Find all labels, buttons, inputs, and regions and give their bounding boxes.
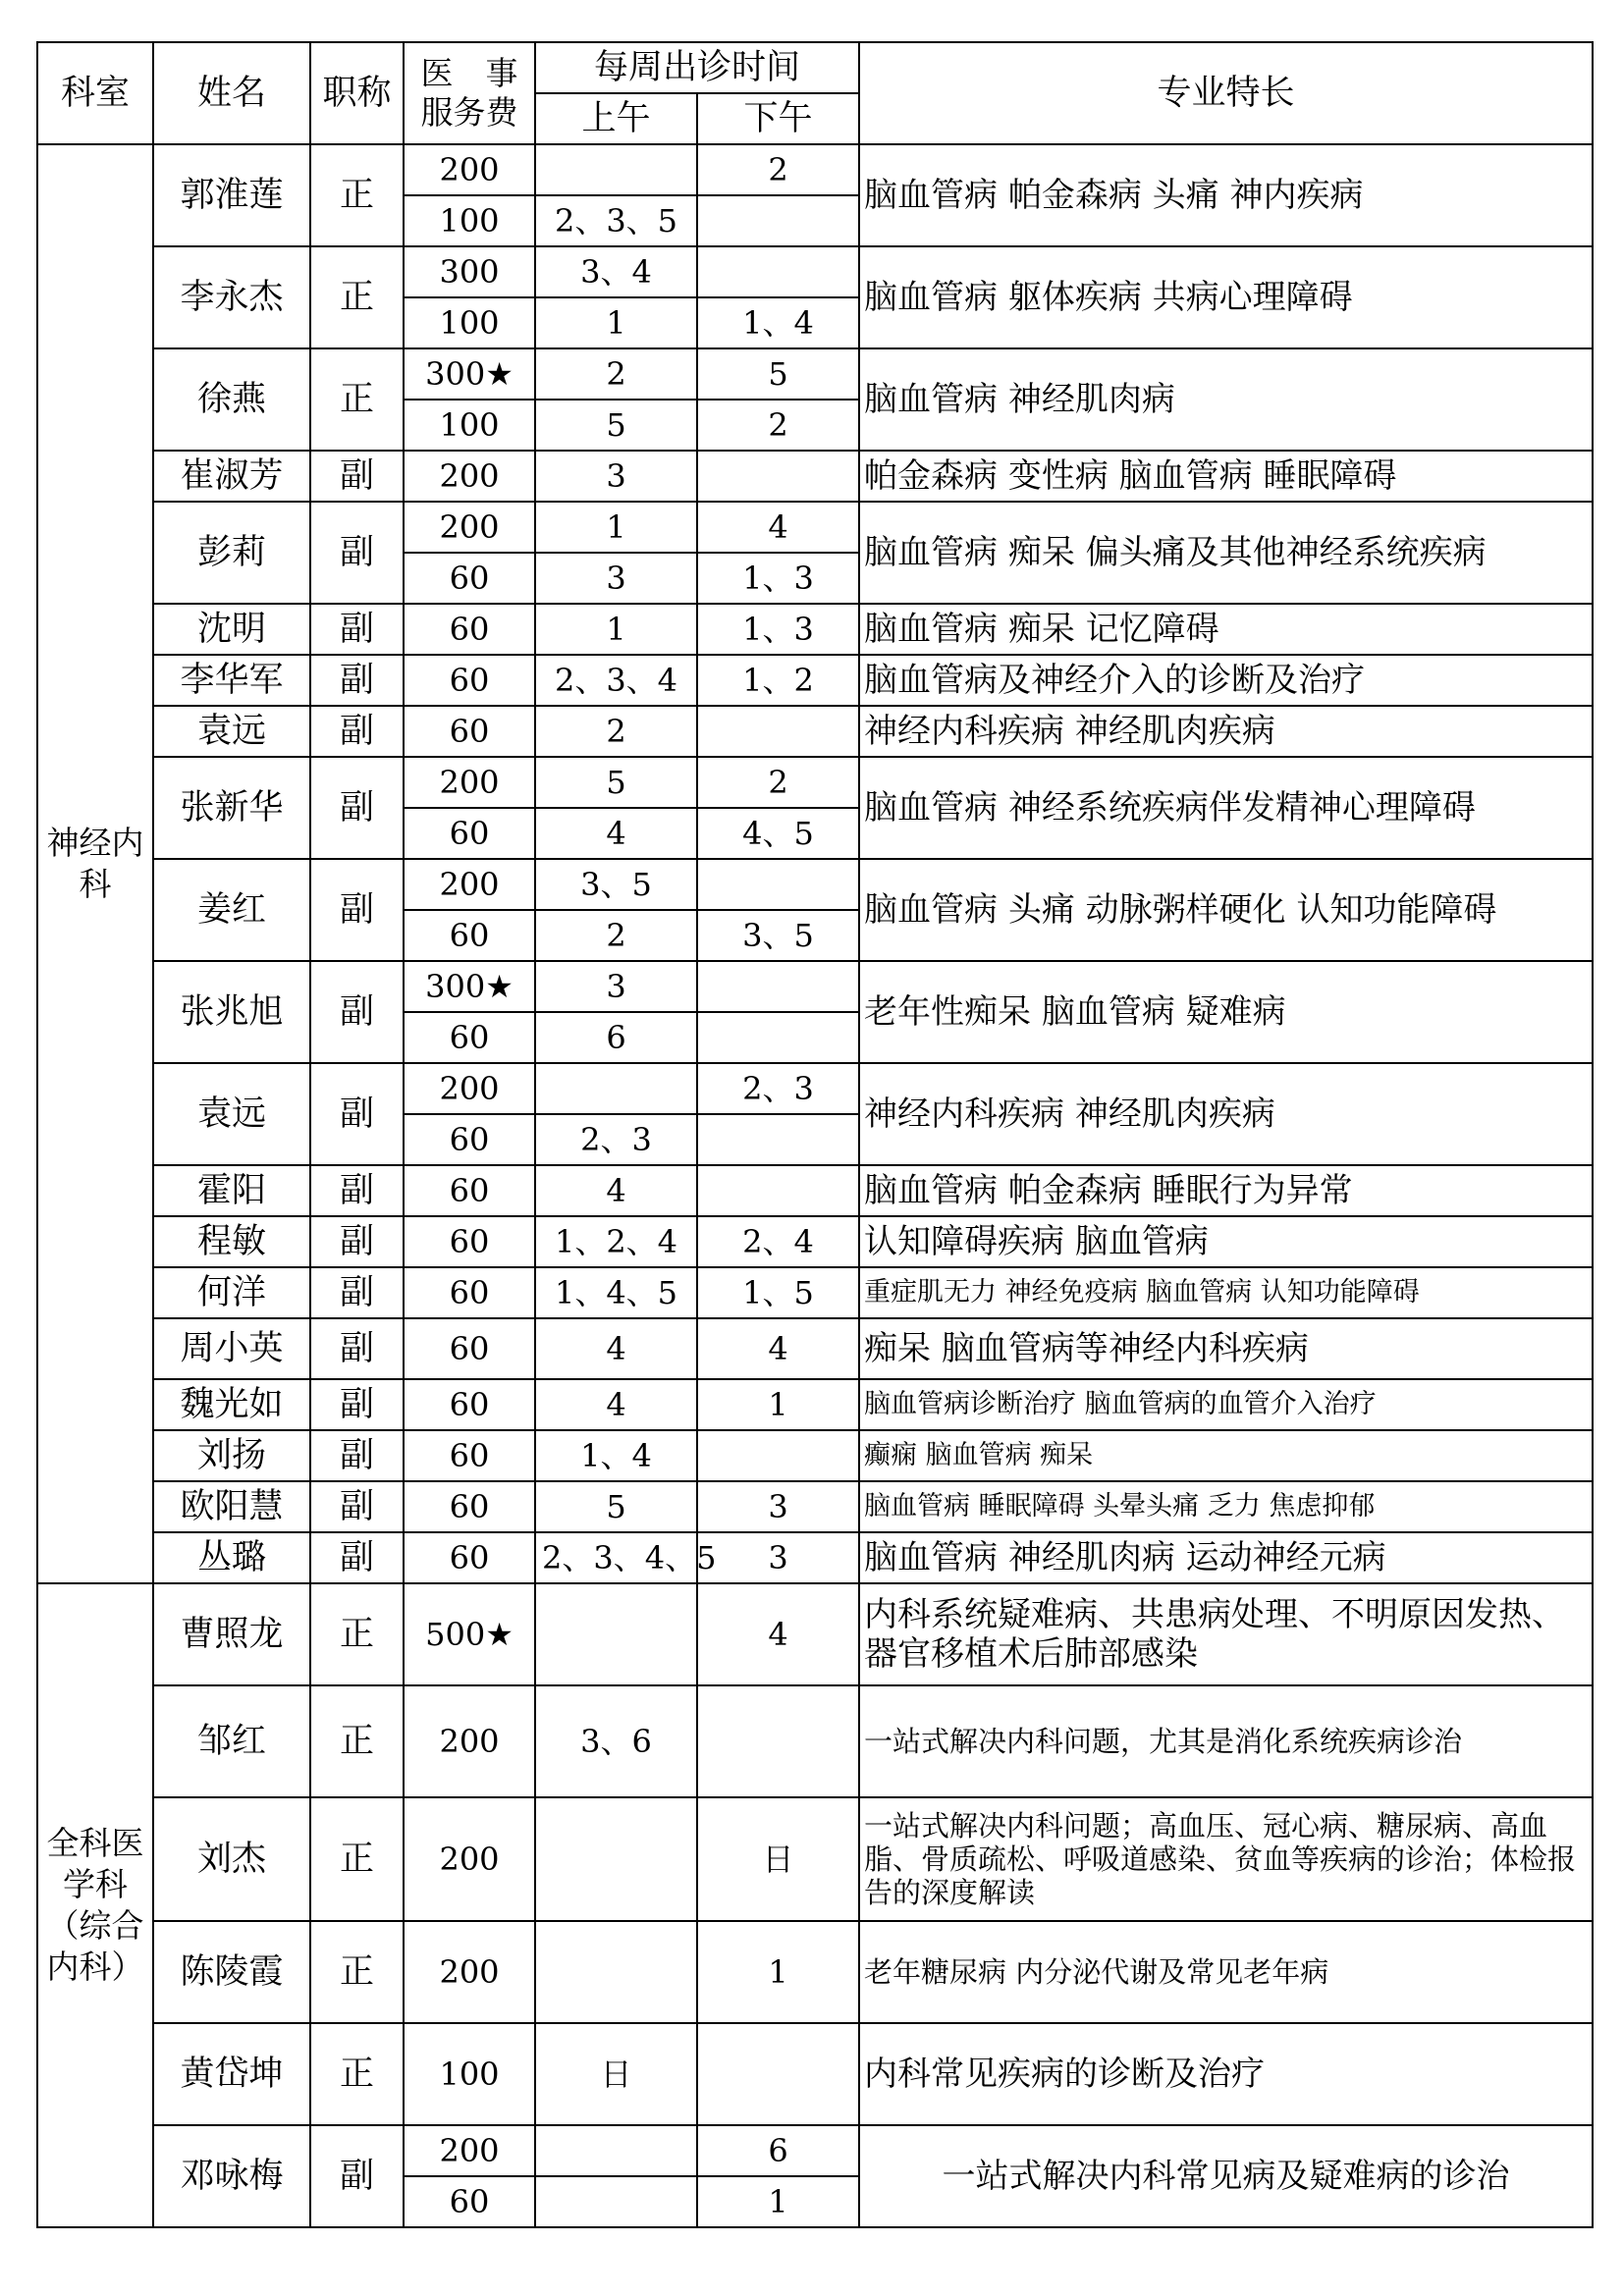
pm-schedule-cell <box>697 1114 859 1165</box>
fee-cell: 60 <box>404 1318 535 1379</box>
am-schedule-cell: 1 <box>535 297 697 348</box>
doctor-name: 郭淮莲 <box>153 144 310 246</box>
am-schedule-cell: 3 <box>535 961 697 1012</box>
fee-cell: 200 <box>404 757 535 808</box>
doctor-title: 副 <box>310 1532 404 1583</box>
doctor-name: 黄岱坤 <box>153 2023 310 2125</box>
fee-cell: 60 <box>404 910 535 961</box>
specialty-cell: 痴呆 脑血管病等神经内科疾病 <box>859 1318 1593 1379</box>
am-schedule-cell: 2 <box>535 348 697 400</box>
am-schedule-cell: 4 <box>535 1379 697 1430</box>
fee-cell: 60 <box>404 655 535 706</box>
pm-schedule-cell: 1、2 <box>697 655 859 706</box>
pm-schedule-cell: 4 <box>697 1583 859 1685</box>
table-row <box>37 1685 1593 1797</box>
pm-schedule-cell <box>697 2023 859 2125</box>
fee-cell: 60 <box>404 1216 535 1267</box>
fee-cell: 500★ <box>404 1583 535 1685</box>
specialty-cell: 脑血管病 痴呆 偏头痛及其他神经系统疾病 <box>859 502 1593 604</box>
doctor-name: 霍阳 <box>153 1165 310 1216</box>
pm-schedule-cell: 4 <box>697 1318 859 1379</box>
fee-cell: 200 <box>404 451 535 502</box>
header-specialty: 专业特长 <box>859 42 1593 144</box>
am-schedule-cell: 3、5 <box>535 859 697 910</box>
specialty-cell: 神经内科疾病 神经肌肉疾病 <box>859 706 1593 757</box>
doctor-title: 副 <box>310 1481 404 1532</box>
specialty-cell: 脑血管病 神经系统疾病伴发精神心理障碍 <box>859 757 1593 859</box>
specialty-cell: 脑血管病 躯体疾病 共病心理障碍 <box>859 246 1593 348</box>
doctor-title: 副 <box>310 1379 404 1430</box>
doctor-title: 副 <box>310 1267 404 1318</box>
am-schedule-cell: 5 <box>535 757 697 808</box>
fee-cell: 300★ <box>404 961 535 1012</box>
specialty-cell: 帕金森病 变性病 脑血管病 睡眠障碍 <box>859 451 1593 502</box>
table-row <box>37 655 1593 706</box>
pm-schedule-cell: 1、5 <box>697 1267 859 1318</box>
table-row <box>37 144 1593 195</box>
table-row <box>37 1267 1593 1318</box>
pm-schedule-cell: 2 <box>697 144 859 195</box>
fee-cell: 200 <box>404 859 535 910</box>
table-row <box>37 1583 1593 1685</box>
specialty-cell: 内科常见疾病的诊断及治疗 <box>859 2023 1593 2125</box>
fee-cell: 60 <box>404 706 535 757</box>
doctor-name: 崔淑芳 <box>153 451 310 502</box>
am-schedule-cell <box>535 1063 697 1114</box>
specialty-cell: 重症肌无力 神经免疫病 脑血管病 认知功能障碍 <box>859 1267 1593 1318</box>
pm-schedule-cell: 1、3 <box>697 604 859 655</box>
doctor-title: 正 <box>310 1685 404 1797</box>
fee-cell: 100 <box>404 195 535 246</box>
fee-cell: 300 <box>404 246 535 297</box>
am-schedule-cell: 1、4、5 <box>535 1267 697 1318</box>
fee-cell: 60 <box>404 1012 535 1063</box>
specialty-cell: 脑血管病 神经肌肉病 <box>859 348 1593 451</box>
am-schedule-cell: 2 <box>535 910 697 961</box>
am-schedule-cell: 1 <box>535 604 697 655</box>
fee-cell: 60 <box>404 553 535 604</box>
am-schedule-cell: 1、2、4 <box>535 1216 697 1267</box>
doctor-title: 正 <box>310 1797 404 1921</box>
pm-schedule-cell: 1 <box>697 2176 859 2227</box>
doctor-name: 魏光如 <box>153 1379 310 1430</box>
fee-cell: 200 <box>404 1063 535 1114</box>
pm-schedule-cell: 2 <box>697 400 859 451</box>
dept-name-cell: 全科医学科（综合内科） <box>37 1583 153 2227</box>
pm-schedule-cell: 3 <box>697 1481 859 1532</box>
doctor-title: 正 <box>310 246 404 348</box>
specialty-cell: 脑血管病 头痛 动脉粥样硬化 认知功能障碍 <box>859 859 1593 961</box>
table-row <box>37 451 1593 502</box>
fee-cell: 60 <box>404 1267 535 1318</box>
doctor-name: 李华军 <box>153 655 310 706</box>
doctor-name: 徐燕 <box>153 348 310 451</box>
table-row <box>37 706 1593 757</box>
header-fee <box>404 42 535 144</box>
am-schedule-cell <box>535 1797 697 1921</box>
table-row <box>37 1318 1593 1379</box>
pm-schedule-cell <box>697 1012 859 1063</box>
doctor-name: 邹红 <box>153 1685 310 1797</box>
doctor-title: 正 <box>310 2023 404 2125</box>
table-row <box>37 1063 1593 1114</box>
specialty-cell: 一站式解决内科问题，尤其是消化系统疾病诊治 <box>859 1685 1593 1797</box>
fee-cell: 200 <box>404 1797 535 1921</box>
am-schedule-cell: 4 <box>535 1165 697 1216</box>
header-name: 姓名 <box>153 42 310 144</box>
doctor-name: 袁远 <box>153 706 310 757</box>
pm-schedule-cell: 3 <box>697 1532 859 1583</box>
table-row <box>37 1216 1593 1267</box>
table-row <box>37 502 1593 553</box>
fee-cell: 100 <box>404 2023 535 2125</box>
doctor-title: 副 <box>310 604 404 655</box>
pm-schedule-cell <box>697 1165 859 1216</box>
fee-cell: 60 <box>404 1481 535 1532</box>
am-schedule-cell: 2、3、4、5 <box>535 1532 697 1583</box>
pm-schedule-cell <box>697 1430 859 1481</box>
doctor-name: 张兆旭 <box>153 961 310 1063</box>
doctor-title: 副 <box>310 1063 404 1165</box>
fee-cell: 200 <box>404 2125 535 2176</box>
header-fee-line1: 医 事 <box>420 54 518 92</box>
doctor-title: 副 <box>310 502 404 604</box>
pm-schedule-cell: 6 <box>697 2125 859 2176</box>
am-schedule-cell <box>535 1583 697 1685</box>
doctor-name: 陈陵霞 <box>153 1921 310 2023</box>
table-row <box>37 1379 1593 1430</box>
table-row <box>37 757 1593 808</box>
doctor-title: 副 <box>310 757 404 859</box>
pm-schedule-cell: 1 <box>697 1921 859 2023</box>
fee-cell: 60 <box>404 1430 535 1481</box>
table-row <box>37 2023 1593 2125</box>
doctor-title: 正 <box>310 144 404 246</box>
table-row <box>37 2125 1593 2176</box>
fee-cell: 200 <box>404 1921 535 2023</box>
doctor-name: 丛璐 <box>153 1532 310 1583</box>
table-row <box>37 1797 1593 1921</box>
specialty-cell: 脑血管病 帕金森病 头痛 神内疾病 <box>859 144 1593 246</box>
pm-schedule-cell: 4、5 <box>697 808 859 859</box>
pm-schedule-cell <box>697 246 859 297</box>
pm-schedule-cell <box>697 195 859 246</box>
doctor-name: 彭莉 <box>153 502 310 604</box>
pm-schedule-cell <box>697 859 859 910</box>
table-row <box>37 1481 1593 1532</box>
fee-cell: 200 <box>404 144 535 195</box>
specialty-cell: 一站式解决内科问题；高血压、冠心病、糖尿病、高血脂、骨质疏松、呼吸道感染、贫血等疾病的诊治；体检报告的深度解读 <box>859 1797 1593 1921</box>
pm-schedule-cell <box>697 961 859 1012</box>
pm-schedule-cell: 2 <box>697 757 859 808</box>
header-row-1 <box>37 42 1593 93</box>
am-schedule-cell: 3、6 <box>535 1685 697 1797</box>
table-row <box>37 1430 1593 1481</box>
pm-schedule-cell: 2、3 <box>697 1063 859 1114</box>
table-row <box>37 859 1593 910</box>
specialty-cell: 脑血管病诊断治疗 脑血管病的血管介入治疗 <box>859 1379 1593 1430</box>
am-schedule-cell: 2、3、5 <box>535 195 697 246</box>
specialty-cell: 脑血管病 帕金森病 睡眠行为异常 <box>859 1165 1593 1216</box>
specialty-cell: 内科系统疑难病、共患病处理、不明原因发热、器官移植术后肺部感染 <box>859 1583 1593 1685</box>
table-row <box>37 348 1593 400</box>
doctor-title: 副 <box>310 961 404 1063</box>
doctor-title: 正 <box>310 1583 404 1685</box>
table-row <box>37 1921 1593 2023</box>
specialty-cell: 癫痫 脑血管病 痴呆 <box>859 1430 1593 1481</box>
table-row <box>37 246 1593 297</box>
pm-schedule-cell <box>697 451 859 502</box>
am-schedule-cell: 1、4 <box>535 1430 697 1481</box>
doctor-title: 副 <box>310 859 404 961</box>
doctor-title: 正 <box>310 348 404 451</box>
am-schedule-cell: 3 <box>535 451 697 502</box>
doctor-name: 何洋 <box>153 1267 310 1318</box>
specialty-cell: 老年糖尿病 内分泌代谢及常见老年病 <box>859 1921 1593 2023</box>
am-schedule-cell: 4 <box>535 1318 697 1379</box>
pm-schedule-cell <box>697 1685 859 1797</box>
header-weekly: 每周出诊时间 <box>535 42 859 93</box>
am-schedule-cell: 5 <box>535 1481 697 1532</box>
fee-cell: 60 <box>404 1165 535 1216</box>
header-title: 职称 <box>310 42 404 144</box>
header-fee-line2: 服务费 <box>420 93 518 132</box>
doctor-title: 副 <box>310 2125 404 2227</box>
specialty-cell: 脑血管病及神经介入的诊断及治疗 <box>859 655 1593 706</box>
header-pm: 下午 <box>697 93 859 144</box>
header-dept: 科室 <box>37 42 153 144</box>
fee-cell: 60 <box>404 1532 535 1583</box>
doctor-title: 副 <box>310 1430 404 1481</box>
fee-cell: 100 <box>404 297 535 348</box>
doctor-title: 副 <box>310 1318 404 1379</box>
specialty-cell: 神经内科疾病 神经肌肉疾病 <box>859 1063 1593 1165</box>
specialty-cell: 脑血管病 痴呆 记忆障碍 <box>859 604 1593 655</box>
header-am: 上午 <box>535 93 697 144</box>
doctor-name: 袁远 <box>153 1063 310 1165</box>
pm-schedule-cell: 1、4 <box>697 297 859 348</box>
am-schedule-cell <box>535 2125 697 2176</box>
fee-cell: 60 <box>404 2176 535 2227</box>
fee-cell: 200 <box>404 502 535 553</box>
am-schedule-cell <box>535 144 697 195</box>
am-schedule-cell: 3 <box>535 553 697 604</box>
am-schedule-cell: 4 <box>535 808 697 859</box>
doctor-name: 曹照龙 <box>153 1583 310 1685</box>
doctor-name: 张新华 <box>153 757 310 859</box>
doctor-name: 刘杰 <box>153 1797 310 1921</box>
doctor-title: 副 <box>310 706 404 757</box>
fee-cell: 60 <box>404 1379 535 1430</box>
fee-cell: 60 <box>404 604 535 655</box>
specialty-cell: 认知障碍疾病 脑血管病 <box>859 1216 1593 1267</box>
doctor-title: 副 <box>310 451 404 502</box>
doctor-name: 李永杰 <box>153 246 310 348</box>
pm-schedule-cell: 5 <box>697 348 859 400</box>
am-schedule-cell: 2、3 <box>535 1114 697 1165</box>
am-schedule-cell <box>535 2176 697 2227</box>
doctor-title: 正 <box>310 1921 404 2023</box>
doctor-name: 沈明 <box>153 604 310 655</box>
am-schedule-cell: 2 <box>535 706 697 757</box>
table-row <box>37 1165 1593 1216</box>
doctor-name: 周小英 <box>153 1318 310 1379</box>
am-schedule-cell: 2、3、4 <box>535 655 697 706</box>
fee-cell: 200 <box>404 1685 535 1797</box>
fee-cell: 100 <box>404 400 535 451</box>
table-row <box>37 604 1593 655</box>
pm-schedule-cell <box>697 706 859 757</box>
am-schedule-cell: 5 <box>535 400 697 451</box>
fee-cell: 300★ <box>404 348 535 400</box>
pm-schedule-cell: 4 <box>697 502 859 553</box>
am-schedule-cell: 1 <box>535 502 697 553</box>
pm-schedule-cell: 3、5 <box>697 910 859 961</box>
doctor-name: 姜红 <box>153 859 310 961</box>
doctor-name: 程敏 <box>153 1216 310 1267</box>
specialty-cell: 一站式解决内科常见病及疑难病的诊治 <box>859 2125 1593 2227</box>
specialty-cell: 老年性痴呆 脑血管病 疑难病 <box>859 961 1593 1063</box>
clinic-schedule-table <box>36 41 1594 2228</box>
pm-schedule-cell: 日 <box>697 1797 859 1921</box>
am-schedule-cell: 日 <box>535 2023 697 2125</box>
pm-schedule-cell: 1、3 <box>697 553 859 604</box>
am-schedule-cell: 6 <box>535 1012 697 1063</box>
doctor-title: 副 <box>310 1216 404 1267</box>
doctor-title: 副 <box>310 1165 404 1216</box>
specialty-cell: 脑血管病 睡眠障碍 头晕头痛 乏力 焦虑抑郁 <box>859 1481 1593 1532</box>
table-row <box>37 1532 1593 1583</box>
doctor-name: 刘扬 <box>153 1430 310 1481</box>
fee-cell: 60 <box>404 1114 535 1165</box>
am-schedule-cell <box>535 1921 697 2023</box>
pm-schedule-cell: 2、4 <box>697 1216 859 1267</box>
dept-name-cell: 神经内科 <box>37 144 153 1583</box>
specialty-cell: 脑血管病 神经肌肉病 运动神经元病 <box>859 1532 1593 1583</box>
fee-cell: 60 <box>404 808 535 859</box>
doctor-name: 欧阳慧 <box>153 1481 310 1532</box>
doctor-name: 邓咏梅 <box>153 2125 310 2227</box>
table-row <box>37 961 1593 1012</box>
pm-schedule-cell: 1 <box>697 1379 859 1430</box>
am-schedule-cell: 3、4 <box>535 246 697 297</box>
doctor-title: 副 <box>310 655 404 706</box>
